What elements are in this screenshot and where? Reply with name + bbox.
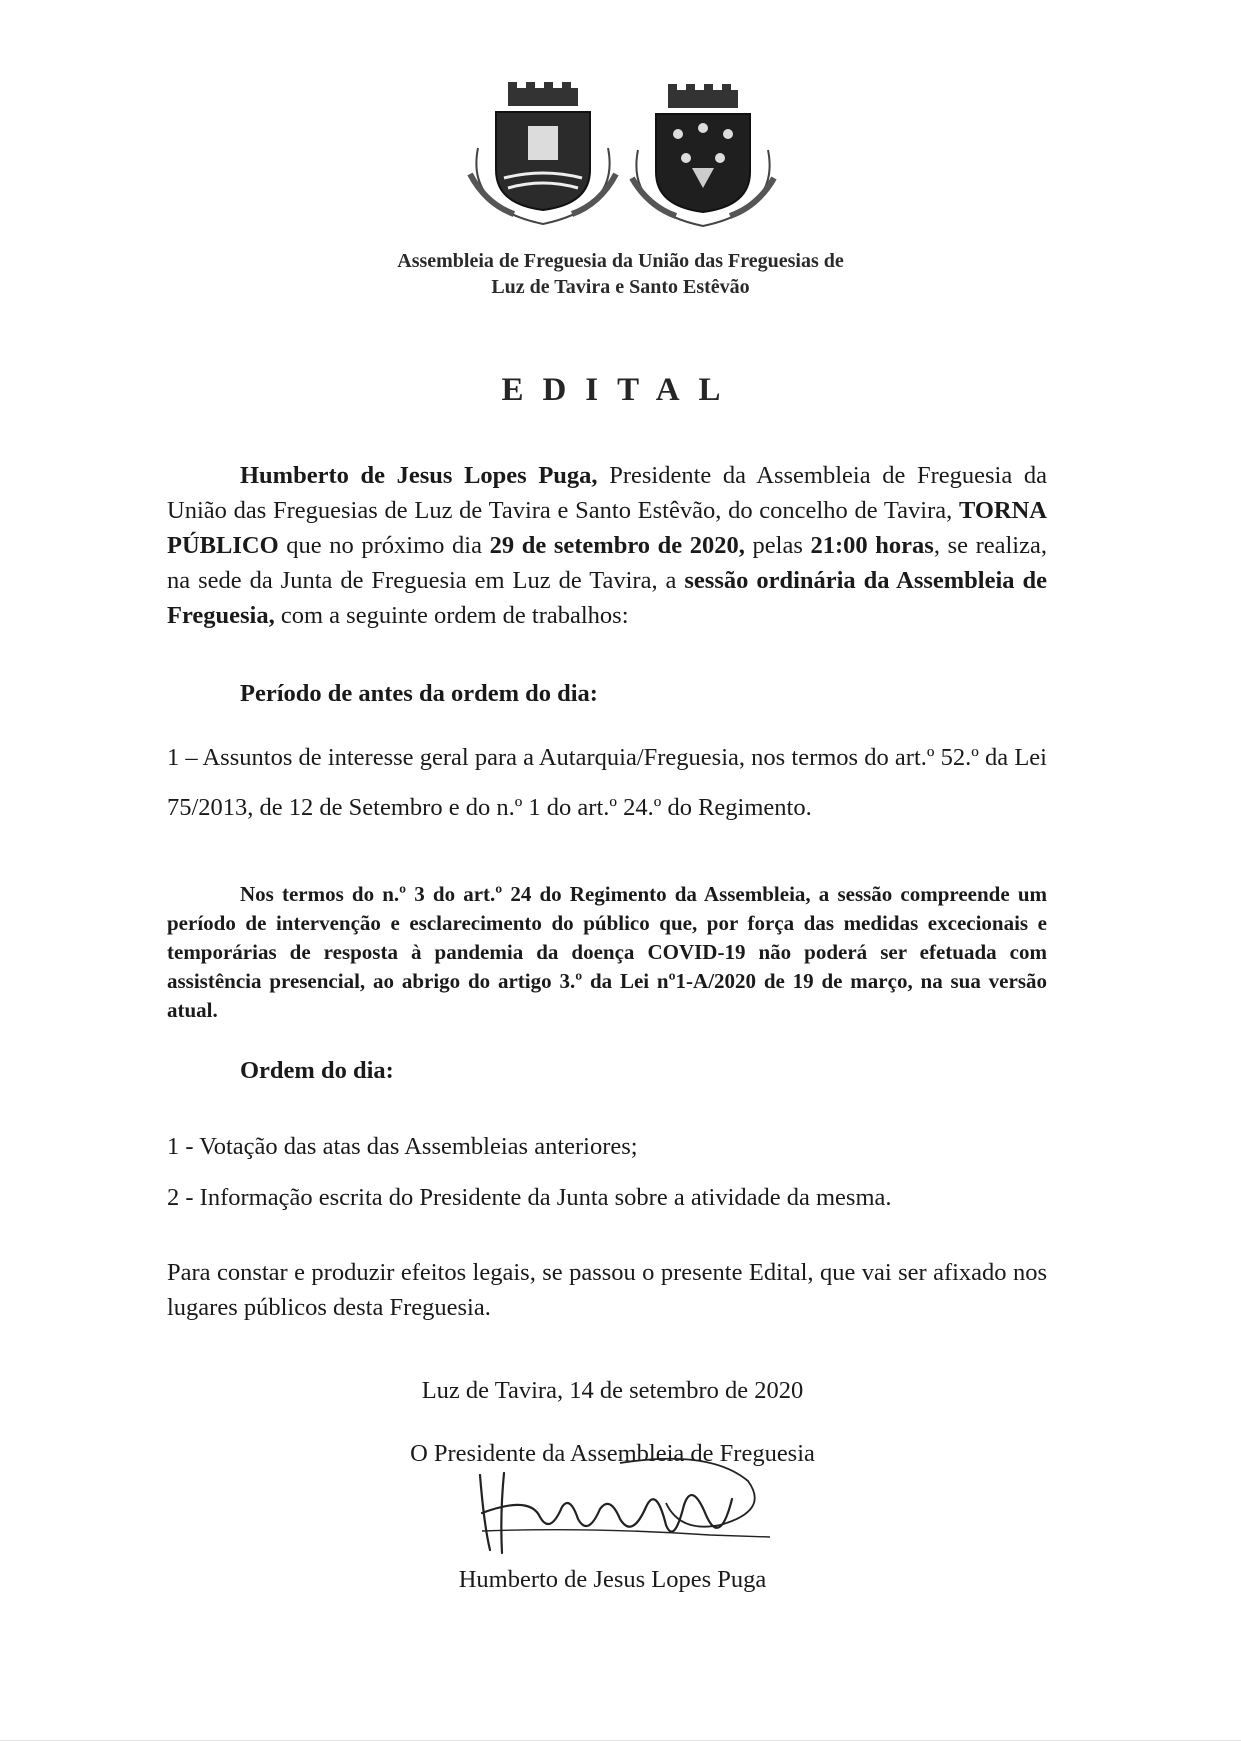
session-type: sessão ordinária da Assembleia de Freguesia, xyxy=(167,567,1047,629)
header-line-1: Assembleia de Freguesia da União das Freguesias de xyxy=(397,250,844,272)
covid-note xyxy=(167,880,1047,1025)
covid-note-text: Nos termos do n.º 3 do art.º 24 do Regimento da Assembleia, a sessão compreende um período de intervenção e esclarecimento do público que, por força das medidas excecionais e temporárias de resposta à pandemia da doença COVID-19 não poderá ser efetuada com assistência presencial, ao abrigo do artigo 3.º da Lei nº1-A/2020 de 19 de março, na sua versão atual. xyxy=(167,882,1047,1022)
intro-text-1: Presidente da Assembleia de Freguesia da União das Freguesias de Luz de Tavira e Santo Estêvão, do concelho de Tavira, xyxy=(167,462,1047,524)
santo-estevao-crest-icon xyxy=(632,84,774,226)
intro-text-4: , se realiza, na sede da Junta de Freguesia em Luz de Tavira, a xyxy=(167,532,1047,594)
session-time: 21:00 horas xyxy=(810,532,934,559)
signer-role: O Presidente da Assembleia de Freguesia xyxy=(410,1440,815,1467)
header-line-2: Luz de Tavira e Santo Estêvão xyxy=(491,276,750,298)
place-date: Luz de Tavira, 14 de setembro de 2020 xyxy=(421,1377,804,1404)
intro-text-3: pelas xyxy=(744,532,811,559)
parish-crests xyxy=(456,78,786,236)
intro-paragraph xyxy=(167,458,1047,633)
luz-tavira-crest-icon xyxy=(470,82,616,224)
page-edge-rule xyxy=(0,1740,1241,1741)
intro-text-2: que no próximo dia xyxy=(278,532,490,559)
document-title: EDITAL xyxy=(501,372,740,408)
intro-text-5: com a seguinte ordem de trabalhos: xyxy=(274,602,629,629)
period-heading: Período de antes da ordem do dia: xyxy=(240,680,598,707)
signer-name: Humberto de Jesus Lopes Puga xyxy=(458,1566,767,1593)
handwritten-signature xyxy=(470,1455,800,1570)
agenda-item: 2 - Informação escrita do Presidente da Junta sobre a atividade da mesma. xyxy=(167,1184,892,1211)
closing-paragraph: Para constar e produzir efeitos legais, se passou o presente Edital, que vai ser afixado nos lugares públicos desta Freguesia. xyxy=(167,1259,1047,1321)
agenda-item: 1 - Votação das atas das Assembleias anteriores; xyxy=(167,1133,638,1160)
announcement-phrase: TORNA PÚBLICO xyxy=(167,497,1047,559)
period-item: 1 – Assuntos de interesse geral para a Autarquia/Freguesia, nos termos do art.º 52.º da Lei 75/2013, de 12 de Setembro e do n.º 1 do art.º 24.º do Regimento. xyxy=(167,744,1047,821)
agenda-heading: Ordem do dia: xyxy=(240,1057,394,1084)
session-date: 29 de setembro de 2020, xyxy=(489,532,745,559)
president-name: Humberto de Jesus Lopes Puga, xyxy=(240,462,598,489)
